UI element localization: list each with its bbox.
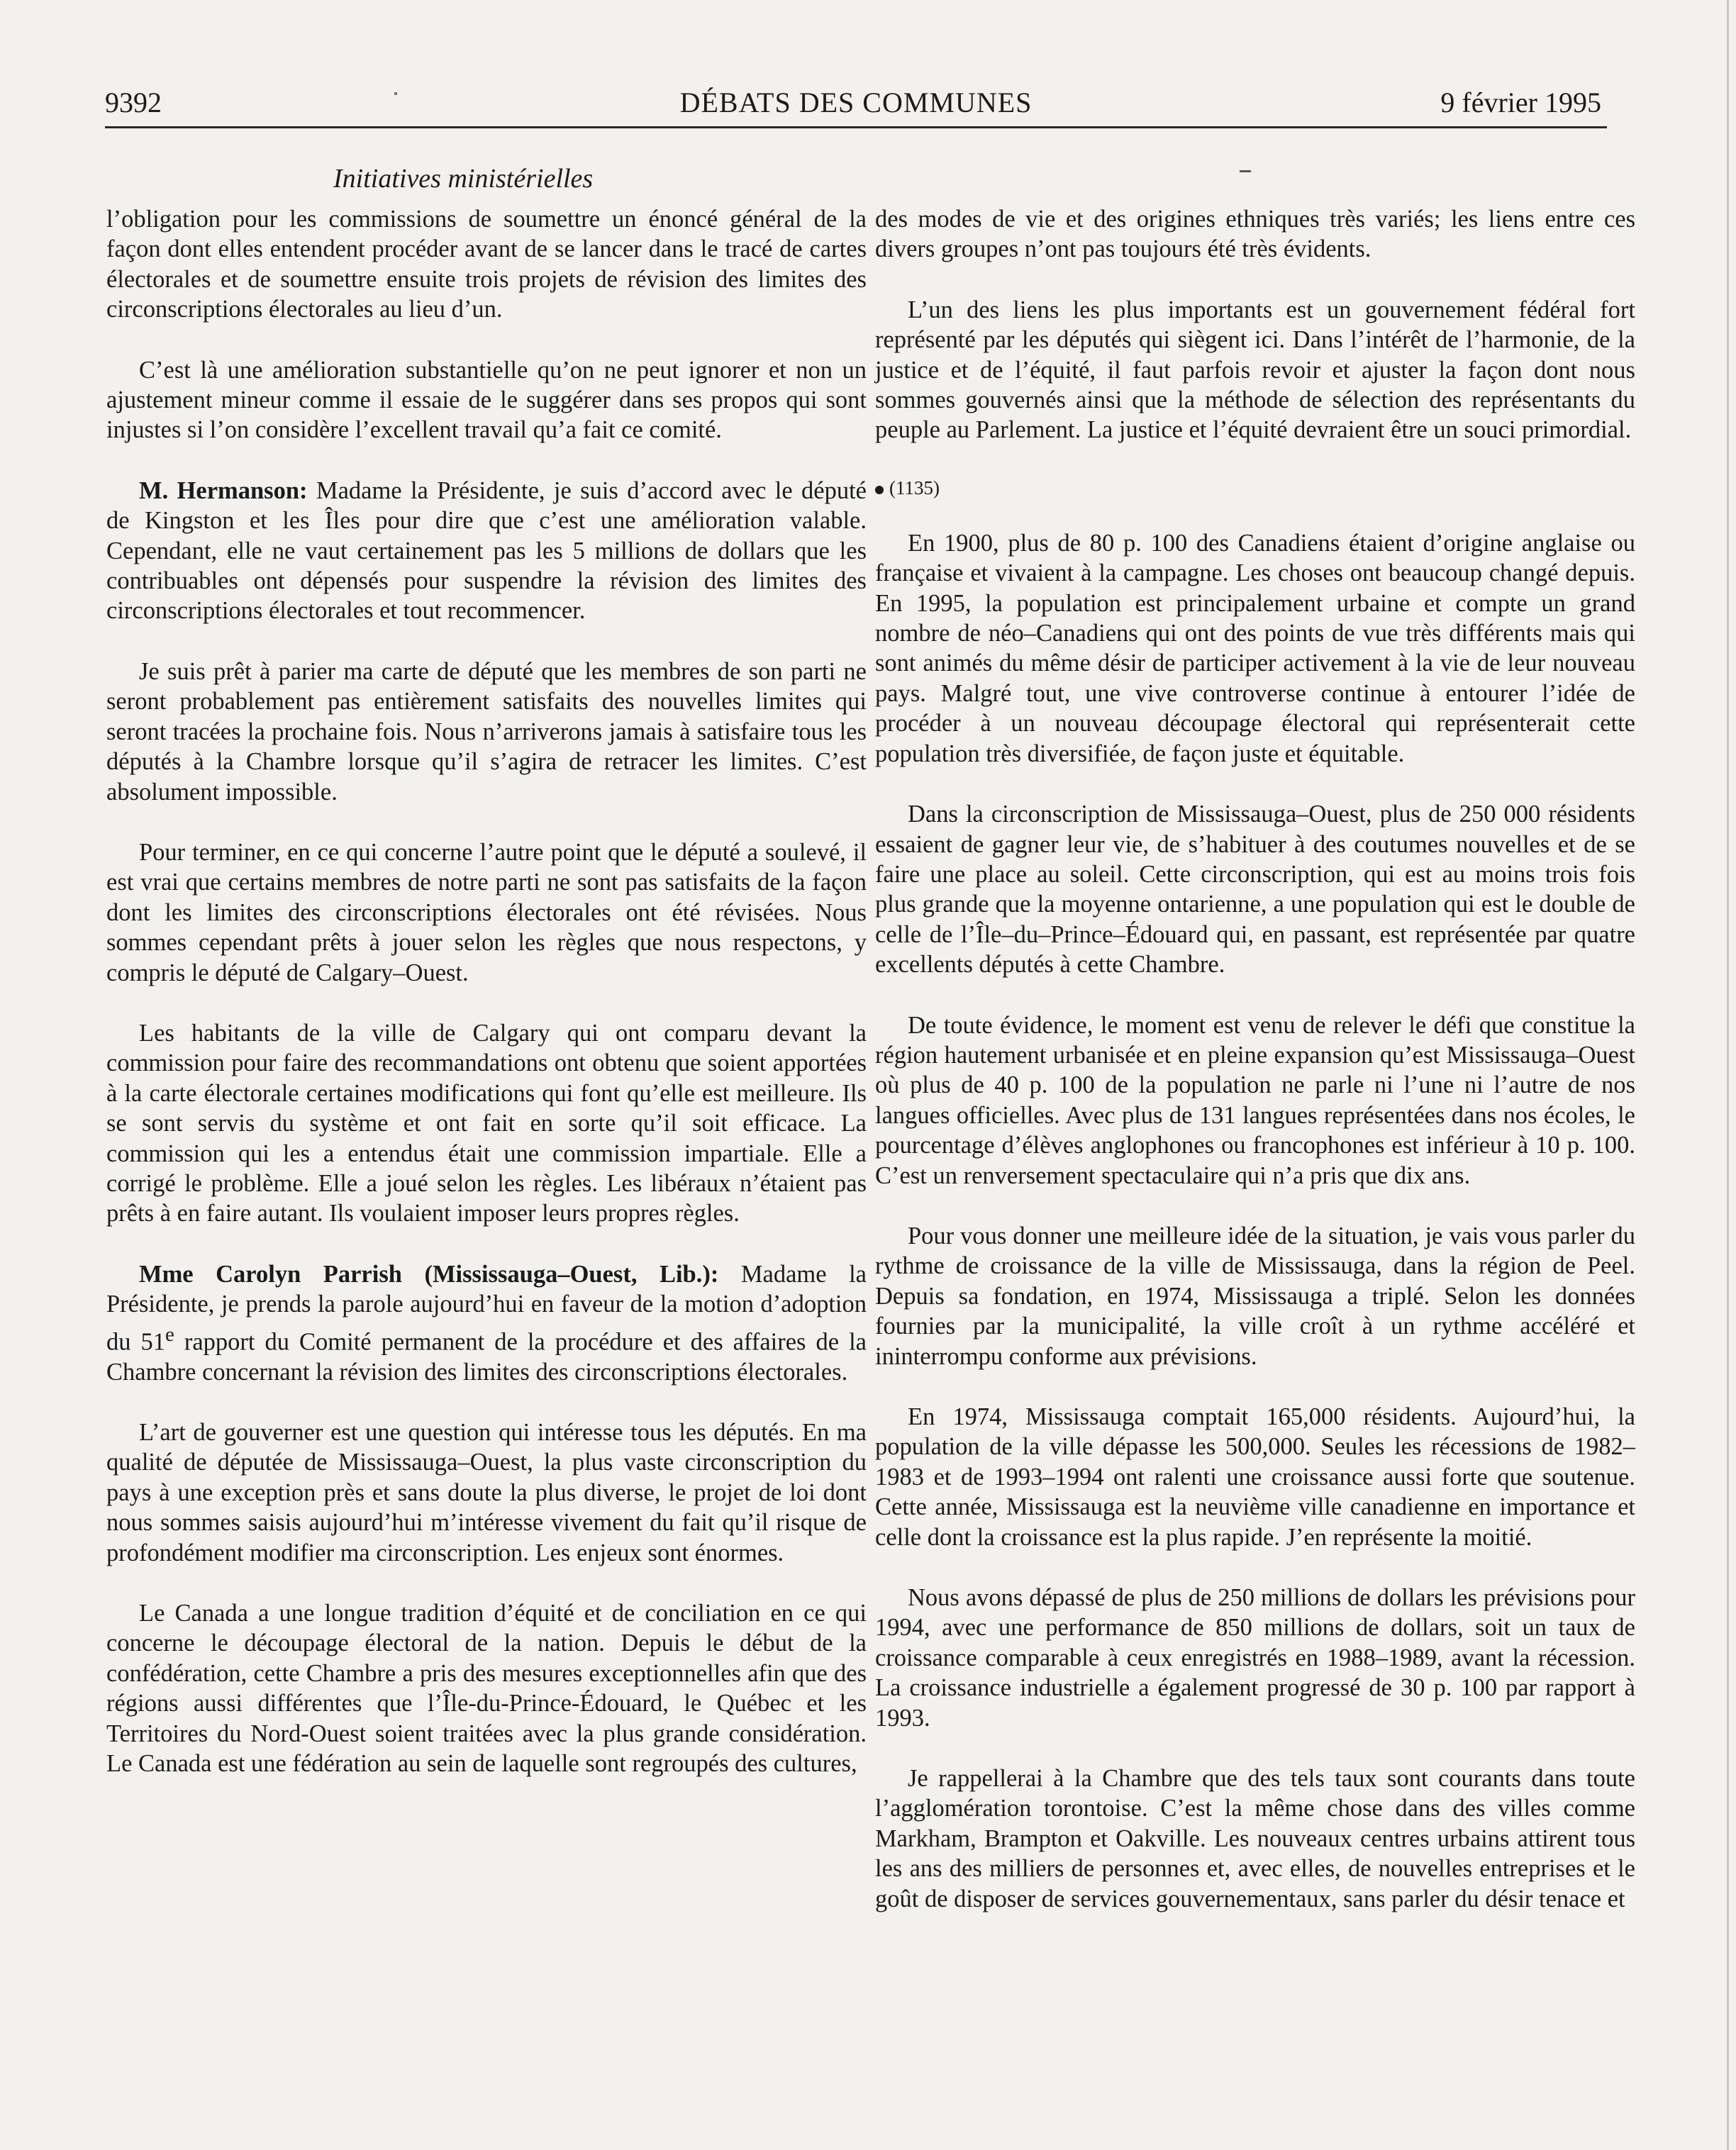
time-marker-text: (1135) xyxy=(889,477,940,498)
paragraph: Je rappellerai à la Chambre que des tels taux sont courants dans toute l’agglomération torontoise. C’est la même chose dans des villes comme Markham, Brampton et Oakville. Les nouveaux centres urbains attirent tous les ans des milliers de personnes et, avec elles, de nouvelles entreprises et le goût de disposer de services gouvernementaux, sans parler du désir tenace et xyxy=(875,1765,1635,1912)
ordinal-superscript: e xyxy=(165,1322,174,1346)
bullet-icon xyxy=(875,486,884,494)
paragraph: l’obligation pour les commissions de soumettre un énoncé général de la façon dont elles entendent procéder avant de se lancer dans le tracé de cartes électorales et de soumettre ensuite trois projets de révision des limites des circonscriptions électorales au lieu d’un. xyxy=(106,206,867,323)
paragraph: Les habitants de la ville de Calgary qui ont comparu devant la commission pour faire des recommandations ont obtenu que soient apportées à la carte électorale certaines modifications qui font qu’elle est meilleure. Ils se sont servis du système et ont fait en sorte qu’il soit efficace. La commission qui les a entendus était une commission impartiale. Elle a corrigé le problème. Elle a joué selon les règles. Les libéraux n’étaient pas prêts à en faire autant. Ils voulaient imposer leurs propres règles. xyxy=(106,1019,867,1227)
speech-text: rapport du Comité permanent de la procédure et des affaires de la Chambre concernant la révision des limites des circonscriptions électorales. xyxy=(106,1328,867,1386)
scan-dash xyxy=(1240,170,1251,172)
page-number: 9392 xyxy=(105,87,162,118)
right-column xyxy=(875,204,1635,1944)
paragraph: des modes de vie et des origines ethniques très variés; les liens entre ces divers groupes n’ont pas toujours été très évidents. xyxy=(875,206,1635,263)
paragraph xyxy=(106,476,867,626)
speech-text: Madame la Présidente, je suis d’accord avec le député de Kingston et les Îles pour dire que c’est une amélioration valable. Cependant, elle ne vaut certainement pas les 5 millions de dollars que les contribuables ont dépensés pour suspendre la révision des limites des circonscriptions électorales et tout recommencer. xyxy=(106,477,867,625)
left-column xyxy=(106,204,867,1809)
paragraph: L’art de gouverner est une question qui intéresse tous les députés. En ma qualité de députée de Mississauga–Ouest, la plus vaste circonscription du pays à une exception près et sans doute la plus diverse, le projet de loi dont nous sommes saisis aujourd’hui m’intéresse vivement du fait qu’il risque de profondément modifier ma circonscription. Les enjeux sont énormes. xyxy=(106,1418,867,1566)
paragraph xyxy=(106,1259,867,1387)
paragraph: C’est là une amélioration substantielle qu’on ne peut ignorer et non un ajustement mineur comme il essaie de le suggérer dans ses propos qui sont injustes si l’on considère l’excellent travail qu’a fait ce comité. xyxy=(106,356,867,444)
paragraph: L’un des liens les plus importants est un gouvernement fédéral fort représenté par les députés qui siègent ici. Dans l’intérêt de l’harmonie, de la justice et de l’équité, il faut parfois revoir et ajuster la façon dont nous sommes gouvernés ainsi que la méthode de sélection des représentants du peuple au Parlement. La justice et l’équité devraient être un souci primordial. xyxy=(875,296,1635,444)
time-marker xyxy=(875,476,1635,500)
speech-text: Madame la Présidente, je prends la parole aujourd’hui en faveur de la motion d’adoption du 51 xyxy=(106,1260,867,1356)
paragraph: Dans la circonscription de Mississauga–Ouest, plus de 250 000 résidents essaient de gagner leur vie, de s’habituer à des coutumes nouvelles et de se faire une place au soleil. Cette circonscription, qui est au moins trois fois plus grande que la moyenne ontarienne, a une population qui est le double de celle de l’Île–du–Prince–Édouard qui, en passant, est représentée par quatre excellents députés à cette Chambre. xyxy=(875,801,1635,979)
paragraph: Le Canada a une longue tradition d’équité et de conciliation en ce qui concerne le découpage électoral de la nation. Depuis le début de la confédération, cette Chambre a pris des mesures exceptionnelles afin que des régions aussi différentes que l’Île-du-Prince-Édouard, le Québec et les Territoires du Nord-Ouest soient traitées avec la plus grande considération. Le Canada est une fédération au sein de laquelle sont regroupés des cultures, xyxy=(106,1599,867,1777)
page-header xyxy=(105,84,1607,128)
speaker-name: Mme Carolyn Parrish (Mississauga–Ouest, Lib.): xyxy=(139,1260,719,1288)
paragraph: Je suis prêt à parier ma carte de député que les membres de son parti ne seront probablement pas entièrement satisfaits des nouvelles limites qui seront tracées la prochaine fois. Nous n’arriverons jamais à satisfaire tous les députés à la Chambre lorsque qu’il s’agira de retracer les limites. C’est absolument impossible. xyxy=(106,657,867,806)
paragraph: En 1900, plus de 80 p. 100 des Canadiens étaient d’origine anglaise ou française et vivaient à la campagne. Les choses ont beaucoup changé depuis. En 1995, la population est principalement urbaine et compte un grand nombre de néo–Canadiens qui ont des points de vue très différents mais qui sont animés du même désir de participer activement à la vie de leur nouveau pays. Malgré tout, une vive controverse continue à entourer l’idée de procéder à un nouveau découpage électoral qui représenterait cette population très diversifiée, de façon juste et équitable. xyxy=(875,529,1635,767)
section-title: Initiatives ministérielles xyxy=(333,164,594,194)
scan-edge xyxy=(1727,0,1729,2150)
paragraph: Pour terminer, en ce qui concerne l’autre point que le député a soulevé, il est vrai que certains membres de notre parti ne sont pas satisfaits de la façon dont les limites des circonscriptions électorales ont été révisées. Nous sommes cependant prêts à jouer selon les règles que nous respectons, y compris le député de Calgary–Ouest. xyxy=(106,838,867,986)
paragraph: Nous avons dépassé de plus de 250 millions de dollars les prévisions pour 1994, avec une performance de 850 millions de dollars, soit un taux de croissance comparable à ceux enregistrés en 1988–1989, avant la récession. La croissance industrielle a également progressé de 30 p. 100 par rapport à 1993. xyxy=(875,1584,1635,1732)
header-date: 9 février 1995 xyxy=(1440,87,1601,118)
paragraph: En 1974, Mississauga comptait 165,000 résidents. Aujourd’hui, la population de la ville dépasse les 500,000. Seules les récessions de 1982–1983 et de 1993–1994 ont ralenti une croissance aussi forte que soutenue. Cette année, Mississauga est la neuvième ville canadienne en importance et celle dont la croissance est la plus rapide. J’en représente la moitié. xyxy=(875,1403,1635,1551)
paragraph: De toute évidence, le moment est venu de relever le défi que constitue la région hautement urbanisée et en pleine expansion qu’est Mississauga–Ouest où plus de 40 p. 100 de la population ne parle ni l’une ni l’autre de nos langues officielles. Avec plus de 131 langues représentées dans nos écoles, le pourcentage d’élèves anglophones ou francophones est inférieur à 10 p. 100. C’est un renversement spectaculaire qui n’a pris que dix ans. xyxy=(875,1011,1635,1189)
publication-title: DÉBATS DES COMMUNES xyxy=(679,87,1033,118)
speaker-name: M. Hermanson: xyxy=(139,477,308,504)
paragraph: Pour vous donner une meilleure idée de la situation, je vais vous parler du rythme de croissance de la ville de Mississauga, dans la région de Peel. Depuis sa fondation, en 1974, Mississauga a triplé. Selon les données fournies par la municipalité, la ville croît à un rythme accéléré et ininterrompu conforme aux prévisions. xyxy=(875,1222,1635,1370)
